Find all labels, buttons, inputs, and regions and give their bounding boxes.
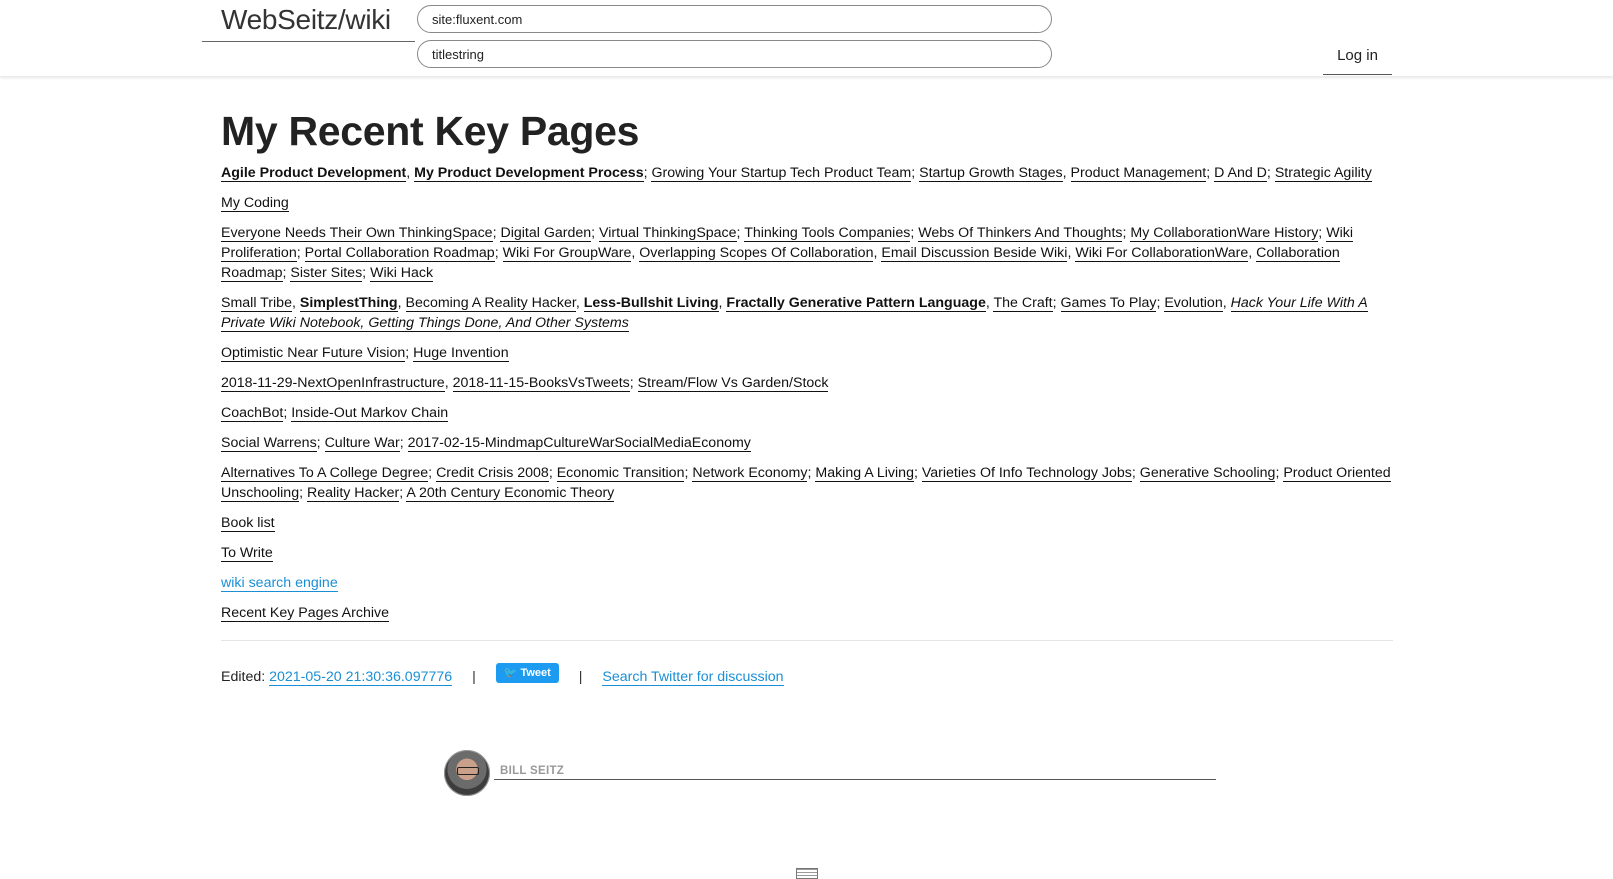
wiki-page-link[interactable]: Social Warrens — [221, 435, 317, 451]
link-separator: ; — [1122, 225, 1131, 241]
edited-date-link[interactable]: 2021-05-20 21:30:36.097776 — [269, 669, 453, 685]
wiki-page-link[interactable]: Webs Of Thinkers And Thoughts — [918, 225, 1123, 241]
link-separator: ; — [1266, 165, 1275, 181]
wiki-page-link[interactable]: Email Discussion Beside Wiki — [881, 245, 1068, 261]
link-separator: ; — [299, 485, 307, 501]
link-separator: ; — [494, 245, 503, 261]
link-separator: ; — [807, 465, 816, 481]
wiki-page-link[interactable]: My Coding — [221, 195, 289, 211]
main-content — [221, 103, 1391, 623]
wiki-page-link[interactable]: Book list — [221, 515, 275, 531]
link-separator: ; — [684, 465, 693, 481]
author-avatar — [444, 750, 490, 796]
wiki-page-link[interactable]: Growing Your Startup Tech Product Team — [651, 165, 912, 181]
link-separator: , — [291, 295, 300, 311]
search-twitter-link[interactable]: Search Twitter for discussion — [602, 669, 784, 685]
wiki-page-link[interactable]: Recent Key Pages Archive — [221, 605, 389, 621]
twitter-bird-icon: 🐦 — [503, 667, 518, 680]
wiki-page-link[interactable]: Generative Schooling — [1139, 465, 1276, 481]
wiki-page-link[interactable]: Virtual ThinkingSpace — [599, 225, 737, 241]
footer-separator: | — [578, 669, 583, 685]
author-name: BILL SEITZ — [500, 765, 565, 777]
key-pages-list — [221, 163, 1391, 623]
wiki-page-link[interactable]: Varieties Of Info Technology Jobs — [921, 465, 1132, 481]
wiki-page-link[interactable]: Stream/Flow Vs Garden/Stock — [637, 375, 829, 391]
wiki-page-link[interactable]: Alternatives To A College Degree — [221, 465, 429, 481]
link-separator: ; — [913, 465, 922, 481]
link-separator: ; — [736, 225, 745, 241]
link-separator: ; — [1318, 225, 1327, 241]
link-separator: , — [575, 295, 584, 311]
wiki-page-link[interactable]: Portal Collaboration Roadmap — [304, 245, 495, 261]
wiki-page-link[interactable]: Collaboration Roadmap — [221, 245, 1340, 281]
link-separator: ; — [643, 165, 652, 181]
wiki-page-link[interactable]: Hack Your Life With A Private Wiki Notebook, Getting Things Done, And Other Systems — [221, 295, 1368, 331]
wiki-page-link[interactable]: Fractally Generative Pattern Language — [726, 295, 986, 311]
wiki-page-link[interactable]: Becoming A Reality Hacker — [405, 295, 576, 311]
wiki-page-link[interactable]: Startup Growth Stages — [919, 165, 1063, 181]
link-separator: ; — [1206, 165, 1215, 181]
key-pages-paragraph — [221, 163, 1391, 183]
page-footer — [221, 663, 784, 691]
wiki-page-link[interactable]: Games To Play — [1060, 295, 1157, 311]
page-title: My Recent Key Pages — [221, 108, 640, 154]
site-brand[interactable] — [202, 0, 415, 42]
edited-label: Edited: — [221, 669, 270, 685]
wiki-page-link[interactable]: Wiki Hack — [370, 265, 434, 281]
wiki-page-link[interactable]: Wiki Proliferation — [221, 225, 1353, 261]
wiki-page-link[interactable]: Making A Living — [815, 465, 914, 481]
wiki-page-link[interactable]: Wiki For GroupWare — [502, 245, 632, 261]
key-pages-paragraph — [221, 603, 1391, 623]
wiki-page-link[interactable]: 2018-11-29-NextOpenInfrastructure — [221, 375, 445, 391]
author-byline — [444, 750, 1216, 797]
footer-divider — [221, 640, 1393, 641]
link-separator: ; — [296, 245, 305, 261]
wiki-page-link[interactable]: My CollaborationWare History — [1130, 225, 1319, 241]
link-separator: ; — [910, 225, 919, 241]
wiki-page-link[interactable]: Evolution — [1164, 295, 1223, 311]
wiki-page-link[interactable]: Product Oriented Unschooling — [221, 465, 1391, 501]
tweet-button-label: Tweet — [520, 667, 551, 680]
author-underline — [494, 779, 1216, 780]
link-separator: , — [1062, 165, 1071, 181]
key-pages-paragraph — [221, 403, 1391, 423]
wiki-page-link[interactable]: CoachBot — [221, 405, 284, 421]
wiki-page-link[interactable]: Reality Hacker — [306, 485, 400, 501]
wiki-page-link[interactable]: Optimistic Near Future Vision — [221, 345, 406, 361]
title-search-input[interactable] — [417, 40, 1052, 68]
link-separator: , — [718, 295, 727, 311]
wiki-page-link[interactable]: Economic Transition — [556, 465, 685, 481]
wiki-page-link[interactable]: Strategic Agility — [1274, 165, 1372, 181]
wiki-page-link[interactable]: Network Economy — [692, 465, 808, 481]
wiki-page-link[interactable]: Credit Crisis 2008 — [436, 465, 549, 481]
wiki-page-link[interactable]: Wiki For CollaborationWare — [1075, 245, 1249, 261]
link-separator: ; — [1275, 465, 1284, 481]
key-pages-paragraph — [221, 433, 1391, 453]
wiki-page-link[interactable]: Agile Product Development — [221, 165, 407, 181]
link-separator: ; — [428, 465, 437, 481]
link-separator: , — [1222, 295, 1231, 311]
key-pages-paragraph — [221, 193, 1391, 213]
wiki-page-link[interactable]: Product Management — [1070, 165, 1207, 181]
wiki-page-link[interactable]: wiki search engine — [221, 575, 338, 591]
wiki-page-link[interactable]: D And D — [1214, 165, 1267, 181]
wiki-page-link[interactable]: Sister Sites — [290, 265, 363, 281]
link-separator: ; — [362, 265, 371, 281]
link-separator: ; — [629, 375, 638, 391]
wiki-page-link[interactable]: Culture War — [324, 435, 400, 451]
key-pages-paragraph — [221, 573, 1391, 593]
flag-icon — [796, 868, 818, 879]
wiki-page-link[interactable]: Inside-Out Markov Chain — [291, 405, 449, 421]
wiki-page-link[interactable]: Overlapping Scopes Of Collaboration — [639, 245, 874, 261]
wiki-page-link[interactable]: 2018-11-15-BooksVsTweets — [452, 375, 630, 391]
key-pages-paragraph — [221, 373, 1391, 393]
wiki-page-link[interactable]: A 20th Century Economic Theory — [406, 485, 615, 501]
link-separator: ; — [399, 485, 407, 501]
site-brand-label[interactable]: WebSeitz/wiki — [221, 4, 391, 35]
wiki-page-link[interactable]: Thinking Tools Companies — [744, 225, 911, 241]
wiki-page-link[interactable]: Everyone Needs Their Own ThinkingSpace — [221, 225, 493, 241]
wiki-page-link[interactable]: Digital Garden — [500, 225, 592, 241]
link-separator: ; — [591, 225, 600, 241]
footer-separator: | — [472, 669, 476, 685]
link-separator: ; — [316, 435, 325, 451]
wiki-page-link[interactable]: SimplestThing — [299, 295, 398, 311]
link-separator: , — [1067, 245, 1076, 261]
wiki-page-link[interactable]: My Product Development Process — [414, 165, 644, 181]
tweet-button[interactable] — [496, 663, 559, 683]
key-pages-paragraph — [221, 513, 1391, 533]
link-separator: ; — [399, 435, 408, 451]
top-header — [0, 0, 1613, 76]
wiki-page-link[interactable]: To Write — [221, 545, 273, 561]
key-pages-paragraph — [221, 463, 1391, 503]
link-separator: , — [985, 295, 994, 311]
link-separator: , — [444, 375, 453, 391]
link-separator: ; — [283, 405, 292, 421]
key-pages-paragraph — [221, 293, 1391, 333]
wiki-page-link[interactable]: The Craft — [993, 295, 1053, 311]
link-separator: , — [406, 165, 415, 181]
link-separator: , — [1248, 245, 1257, 261]
wiki-page-link[interactable]: Huge Invention — [413, 345, 509, 361]
link-separator: , — [631, 245, 640, 261]
link-separator: , — [873, 245, 882, 261]
wiki-page-link[interactable]: 2017-02-15-MindmapCultureWarSocialMediaEconomy — [407, 435, 751, 451]
link-separator: ; — [1052, 295, 1061, 311]
key-pages-paragraph — [221, 343, 1391, 363]
link-separator: ; — [548, 465, 557, 481]
link-separator: ; — [282, 265, 291, 281]
login-link[interactable]: Log in — [1323, 39, 1392, 75]
key-pages-paragraph — [221, 543, 1391, 563]
key-pages-paragraph — [221, 223, 1391, 283]
link-separator: ; — [911, 165, 920, 181]
link-separator: , — [397, 295, 406, 311]
wiki-page-link[interactable]: Less-Bullshit Living — [583, 295, 719, 311]
site-search-input[interactable] — [417, 5, 1052, 33]
link-separator: ; — [1156, 295, 1165, 311]
wiki-page-link[interactable]: Small Tribe — [221, 295, 292, 311]
link-separator: ; — [492, 225, 501, 241]
link-separator: ; — [1131, 465, 1140, 481]
link-separator: ; — [405, 345, 414, 361]
